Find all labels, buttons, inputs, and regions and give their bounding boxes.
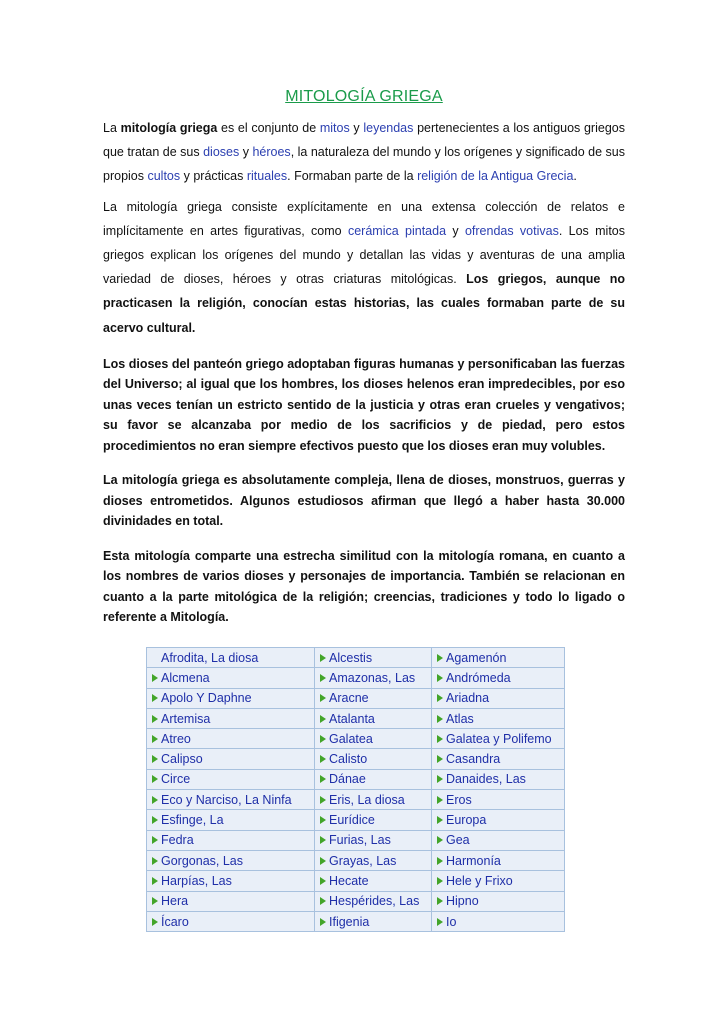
text-run: , la naturaleza del mundo y los orígenes y significado de sus propios [103,145,625,184]
table-cell [432,871,565,891]
table-cell [432,810,565,830]
table-cell [432,668,565,688]
arrow-bullet-icon [437,857,443,865]
arrow-bullet-icon [437,715,443,723]
arrow-bullet-icon [437,816,443,824]
link-ceramica[interactable]: cerámica pintada [347,223,447,238]
table-cell [147,688,315,708]
god-link[interactable]: Hera [161,894,189,909]
god-link[interactable]: Europa [446,813,487,828]
arrow-bullet-icon [152,735,158,743]
god-link[interactable]: Furias, Las [329,833,391,848]
god-link[interactable]: Eros [446,792,472,807]
arrow-bullet-icon [320,877,326,885]
arrow-bullet-icon [152,857,158,865]
table-cell [147,790,315,810]
god-link[interactable]: Grayas, Las [329,853,397,868]
god-link[interactable]: Galatea [329,731,373,746]
table-cell [315,850,432,870]
text-run: . [573,169,577,184]
god-link[interactable]: Circe [161,772,191,787]
intro-paragraph [103,116,625,189]
god-link[interactable]: Apolo Y Daphne [161,691,252,706]
paragraph-complexity: La mitología griega es absolutamente compleja, llena de dioses, monstruos, guerras y dioses entrometidos. Algunos estudiosos afirman que llegó a haber hasta 30.000 divinidades en total. [103,473,625,529]
table-cell [147,769,315,789]
god-link[interactable]: Fedra [161,833,194,848]
table-cell [432,769,565,789]
bold-term: mitología griega [120,121,218,135]
page-title: MITOLOGÍA GRIEGA [285,88,443,105]
table-cell [315,871,432,891]
arrow-bullet-icon [320,654,326,662]
table-cell [147,749,315,769]
god-link[interactable]: Ícaro [161,914,189,929]
arrow-bullet-icon [320,816,326,824]
god-link[interactable]: Atlas [446,711,474,726]
document-page [103,88,625,642]
table-cell [432,749,565,769]
arrow-bullet-icon [152,674,158,682]
link-rituales[interactable]: rituales [246,169,288,184]
text-run: La mitología griega consiste explícitamente en una extensa colección de relatos e implícitamente en artes figurativas, como [103,199,625,238]
table-cell [432,729,565,749]
god-link[interactable]: Danaides, Las [446,772,526,787]
arrow-bullet-icon [437,674,443,682]
table-row [147,891,565,911]
table-cell [315,648,432,668]
table-cell [315,911,432,931]
text-run: y [446,223,465,238]
text-run: . Los mitos griegos explican los orígenes del mundo y detallan las vidas y aventuras de una amplia variedad de dioses, héroes y otras criaturas mitológicas. [103,223,626,287]
arrow-bullet-icon [320,918,326,926]
god-link[interactable]: Atreo [161,731,191,746]
link-heroes[interactable]: héroes [252,145,291,160]
text-run: y [349,121,364,135]
arrow-bullet-icon [320,897,326,905]
table-row [147,648,565,668]
god-link[interactable]: Gorgonas, Las [161,853,243,868]
god-link[interactable]: Afrodita, La diosa [161,650,259,665]
paragraph-gods: Los dioses del panteón griego adoptaban figuras humanas y personificaban las fuerzas del Universo; al igual que los hombres, los dioses helenos eran impredecibles, por eso unas veces tenían un estricto sentido de la justicia y otras eran crueles y vengativos; su favor se alcanzaba por medio de los sacrificios y de piedad, pero estos procedimientos no eran siempre efectivos puesto que los dioses eran muy volubles. [103,356,625,453]
god-link[interactable]: Ifigenia [329,914,370,929]
god-link[interactable]: Harpías, Las [161,873,232,888]
god-link[interactable]: Ariadna [446,691,490,706]
god-link[interactable]: Agamenón [446,650,507,665]
arrow-bullet-icon [320,755,326,763]
table-row [147,769,565,789]
table-row [147,708,565,728]
second-paragraph [103,195,625,340]
arrow-bullet-icon [320,796,326,804]
god-link[interactable]: Amazonas, Las [329,670,416,685]
god-link[interactable]: Eco y Narciso, La Ninfa [161,792,292,807]
arrow-bullet-icon [320,694,326,702]
god-link[interactable]: Eurídice [329,813,375,828]
arrow-bullet-icon [437,796,443,804]
table-row [147,749,565,769]
table-cell [147,648,315,668]
arrow-bullet-icon [320,735,326,743]
text-run: pertenecientes a los antiguos griegos que tratan de sus [103,121,625,160]
god-link[interactable]: Hele y Frixo [446,873,513,888]
table-row [147,871,565,891]
table-cell [147,668,315,688]
god-link[interactable]: Hecate [329,873,369,888]
table-cell [147,810,315,830]
table-cell [147,830,315,850]
text-run: y [239,145,253,160]
arrow-bullet-icon [152,816,158,824]
table-cell [432,708,565,728]
arrow-bullet-icon [437,836,443,844]
arrow-bullet-icon [437,918,443,926]
arrow-bullet-icon [437,877,443,885]
god-link[interactable]: Calipso [161,752,203,767]
table-cell [432,790,565,810]
arrow-bullet-icon [437,694,443,702]
arrow-bullet-icon [320,715,326,723]
table-cell [315,769,432,789]
arrow-bullet-icon [152,796,158,804]
text-run: . Formaban parte de la [287,169,418,184]
table-cell [147,871,315,891]
god-link[interactable]: Calisto [329,752,368,767]
arrow-bullet-icon [437,897,443,905]
paragraph-roman: Esta mitología comparte una estrecha similitud con la mitología romana, en cuanto a los nombres de varios dioses y personajes de importancia. También se relacionan en cuanto a la parte mitológica de la religión; creencias, tradiciones y todo lo ligado o referente a Mitología. [103,548,625,625]
arrow-bullet-icon [437,775,443,783]
arrow-bullet-icon [437,735,443,743]
table-row [147,830,565,850]
table-row [147,790,565,810]
table-cell [432,911,565,931]
god-link[interactable]: Harmonía [446,853,501,868]
link-leyendas[interactable]: leyendas [363,121,414,135]
table-cell [147,850,315,870]
text-run: La [103,121,121,135]
table-row [147,668,565,688]
table-row [147,850,565,870]
table-cell [432,648,565,668]
text-run: es el conjunto de [217,121,320,135]
table-row [147,688,565,708]
table-cell [432,688,565,708]
table-cell [315,668,432,688]
table-cell [315,708,432,728]
god-link[interactable]: Alcmena [161,670,210,685]
god-link[interactable]: Andrómeda [446,670,511,685]
god-link[interactable]: Hipno [446,894,479,909]
table-cell [147,911,315,931]
table-row [147,810,565,830]
god-link[interactable]: Atalanta [329,711,375,726]
god-link[interactable]: Io [446,914,457,929]
god-link[interactable]: Hespérides, Las [329,894,420,909]
link-cultos[interactable]: cultos [147,169,181,184]
table-cell [315,729,432,749]
arrow-bullet-icon [320,775,326,783]
table-cell [432,830,565,850]
god-link[interactable]: Gea [446,833,470,848]
god-link[interactable]: Eris, La diosa [329,792,405,807]
arrow-bullet-icon [152,897,158,905]
table-row [147,729,565,749]
table-cell [315,810,432,830]
table-cell [147,729,315,749]
table-cell [315,790,432,810]
arrow-bullet-icon [152,918,158,926]
bold-sentence: Los griegos, aunque no practicasen la religión, conocían estas historias, las cuales formaban parte de su acervo cultural. [103,272,625,335]
god-link[interactable]: Casandra [446,752,501,767]
god-link[interactable]: Dánae [329,772,366,787]
gods-table [146,647,565,932]
text-run: y prácticas [180,169,247,184]
arrow-bullet-icon [437,654,443,662]
table-cell [315,688,432,708]
arrow-bullet-icon [437,755,443,763]
table-cell [315,891,432,911]
arrow-bullet-icon [152,694,158,702]
table-row [147,911,565,931]
god-link[interactable]: Aracne [329,691,369,706]
table-cell [147,708,315,728]
link-mitos[interactable]: mitos [319,121,350,135]
arrow-bullet-icon [152,755,158,763]
table-cell [315,749,432,769]
arrow-bullet-icon [152,775,158,783]
table-cell [432,850,565,870]
table-cell [147,891,315,911]
god-link[interactable]: Esfinge, La [161,813,224,828]
link-dioses[interactable]: dioses [203,145,240,160]
god-link[interactable]: Artemisa [161,711,211,726]
table-cell [315,830,432,850]
arrow-bullet-icon [320,836,326,844]
god-link[interactable]: Alcestis [329,650,373,665]
link-religion[interactable]: religión de la Antigua Grecia [417,169,574,184]
arrow-bullet-icon [320,857,326,865]
arrow-bullet-icon [152,715,158,723]
table-cell [432,891,565,911]
arrow-bullet-icon [320,674,326,682]
god-link[interactable]: Galatea y Polifemo [446,731,552,746]
link-ofrendas[interactable]: ofrendas votivas [464,223,559,238]
arrow-bullet-icon [152,877,158,885]
arrow-bullet-icon [152,836,158,844]
